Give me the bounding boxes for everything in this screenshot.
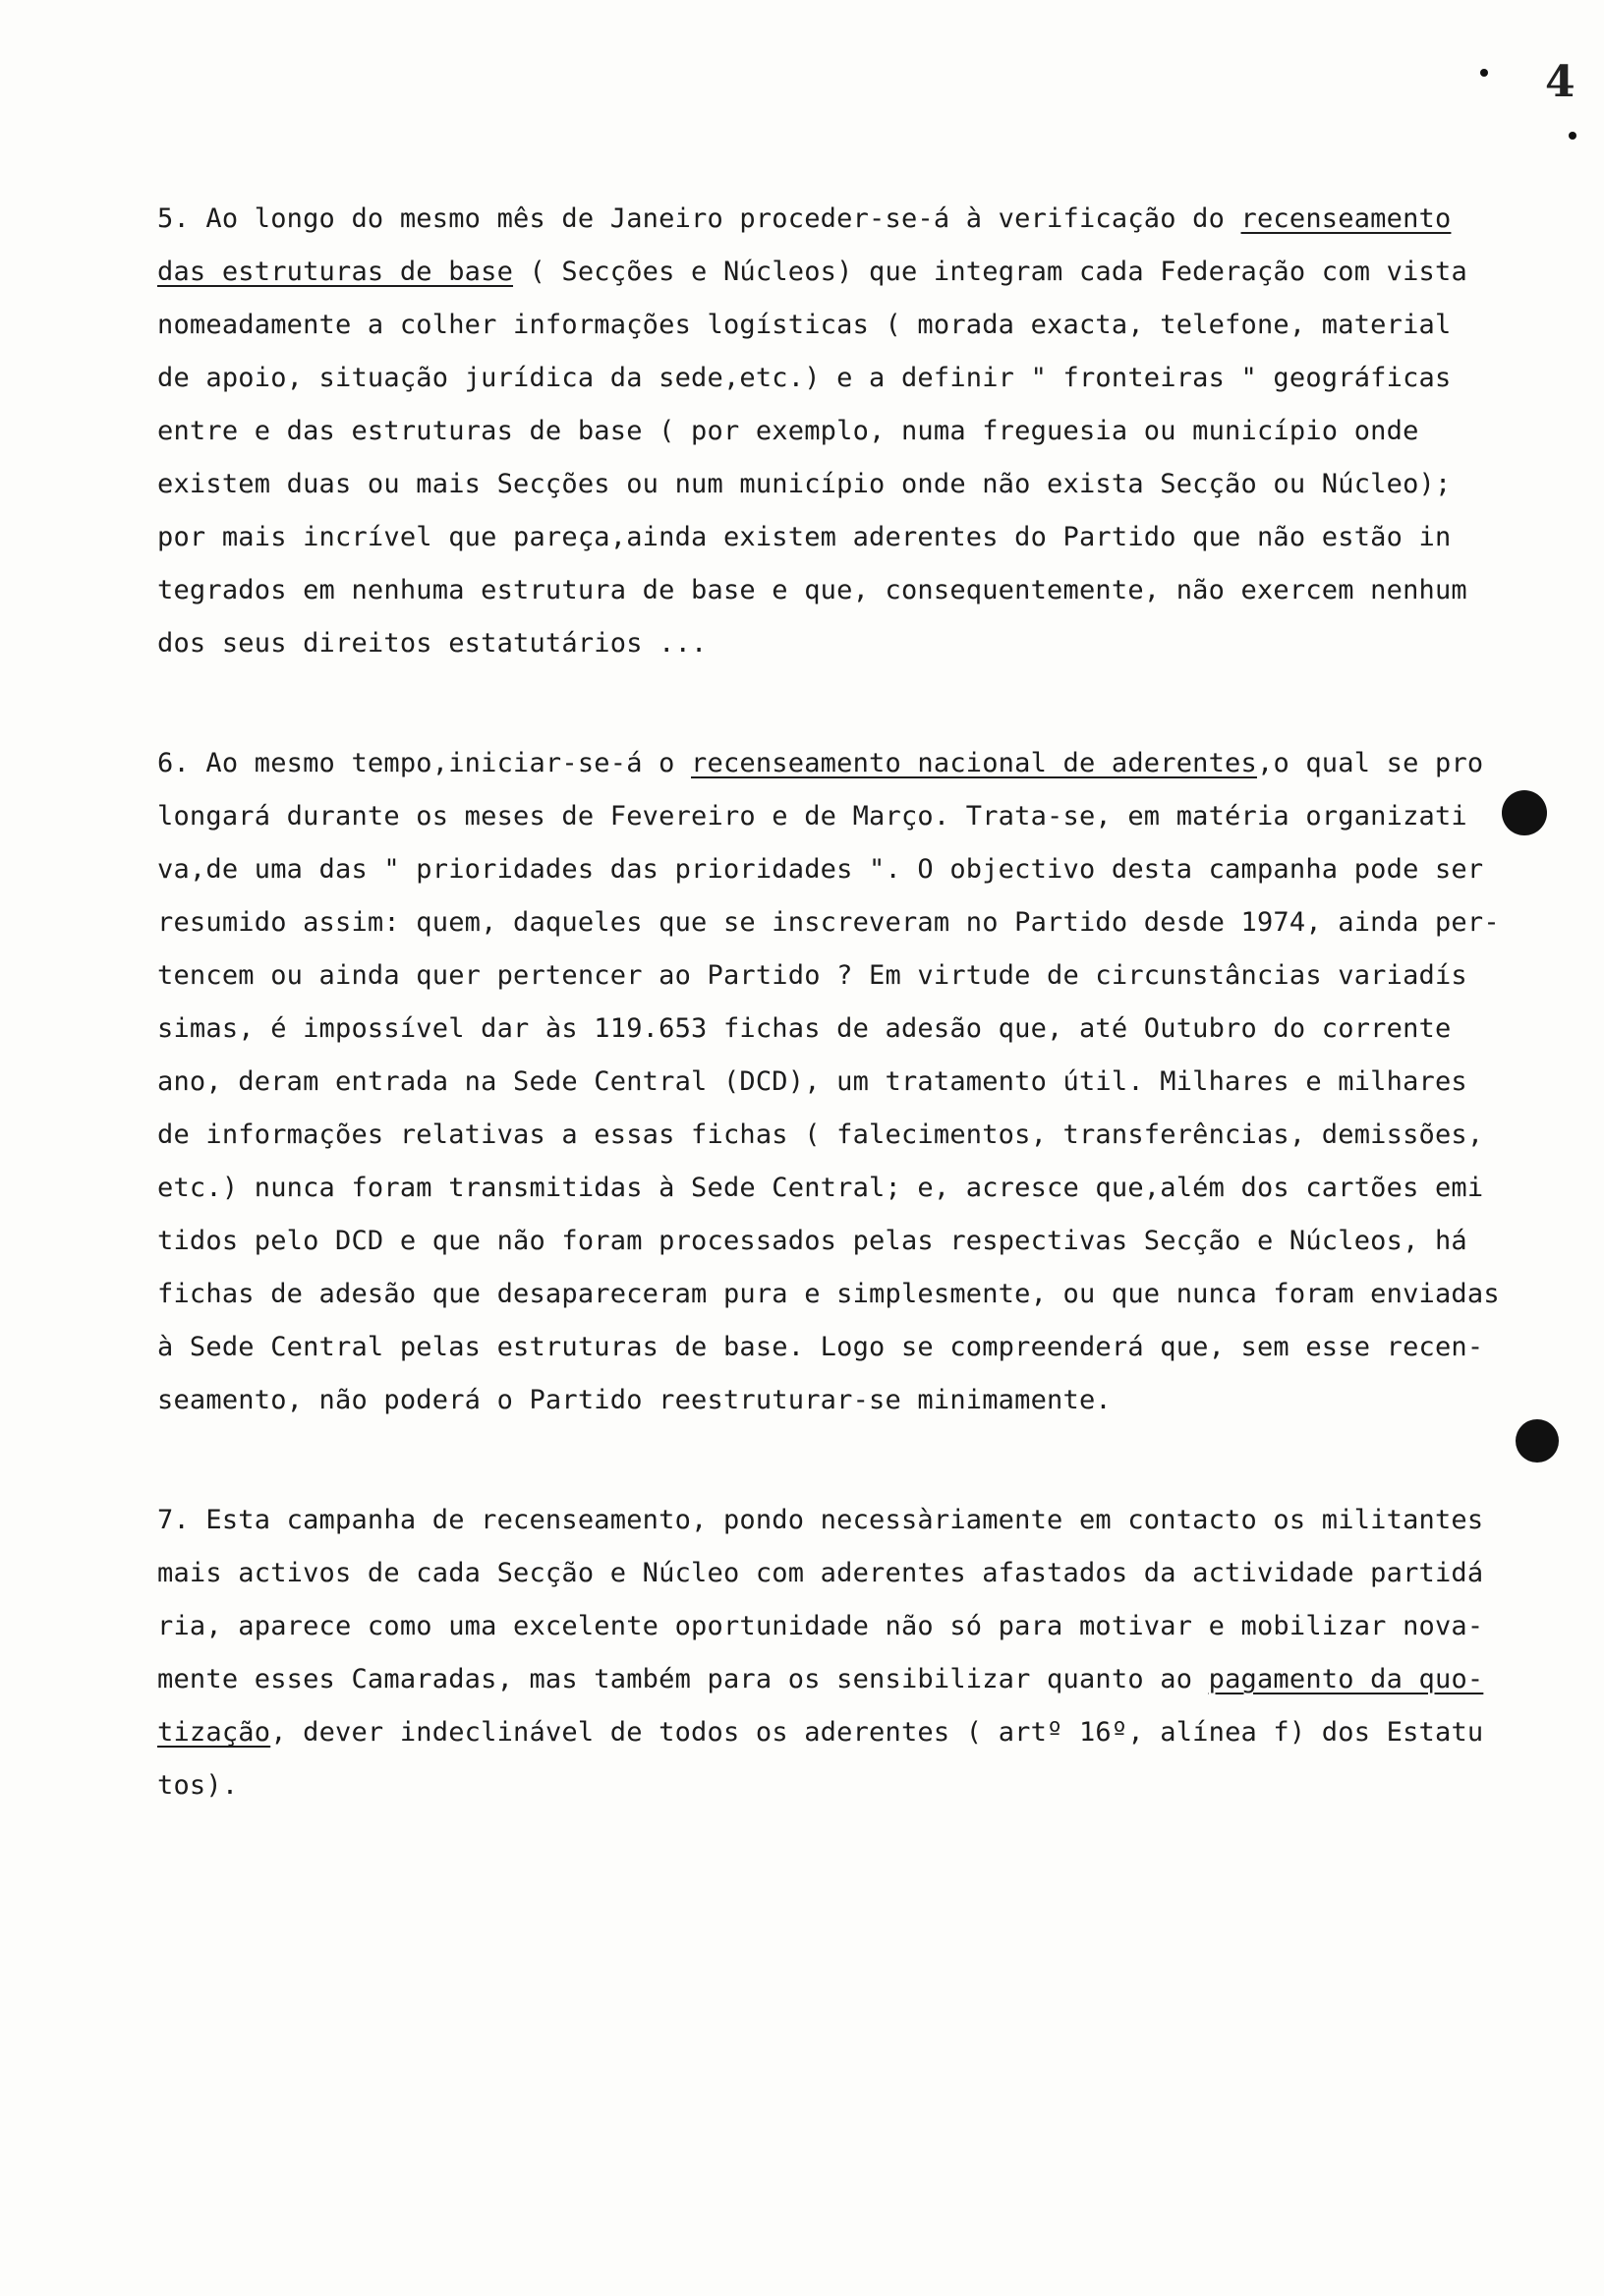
text-segment: entre e das estruturas de base ( por exemplo, numa freguesia ou município onde <box>157 416 1419 446</box>
text-segment: seamento, não poderá o Partido reestruturar-se minimamente. <box>157 1385 1112 1415</box>
text-line <box>157 1494 1514 1547</box>
text-line <box>157 246 1514 299</box>
text-line <box>157 1215 1514 1268</box>
text-line <box>157 737 1514 790</box>
text-line <box>157 1653 1514 1706</box>
text-segment: existem duas ou mais Secções ou num município onde não exista Secção ou Núcleo); <box>157 469 1452 499</box>
text-line <box>157 1109 1514 1162</box>
text-segment: simas, é impossível dar às 119.653 fichas de adesão que, até Outubro do corrente <box>157 1013 1452 1044</box>
text-segment: 6. Ao mesmo tempo,iniciar-se-á o <box>157 748 692 778</box>
text-segment: mais activos de cada Secção e Núcleo com aderentes afastados da actividade partidá <box>157 1558 1484 1588</box>
ink-dot <box>1569 132 1576 140</box>
text-segment: nomeadamente a colher informações logísticas ( morada exacta, telefone, material <box>157 310 1452 340</box>
paragraph-p7 <box>157 1494 1514 1812</box>
document-body <box>157 193 1514 1879</box>
text-segment: mente esses Camaradas, mas também para os sensibilizar quanto ao <box>157 1664 1209 1694</box>
text-segment: ano, deram entrada na Sede Central (DCD), um tratamento útil. Milhares e milhares <box>157 1066 1467 1097</box>
underlined-text: recenseamento <box>1240 203 1452 234</box>
text-line <box>157 1547 1514 1600</box>
underlined-text: das estruturas de base <box>157 257 514 287</box>
underlined-text: tização <box>157 1717 271 1748</box>
text-segment: etc.) nunca foram transmitidas à Sede Central; e, acresce que,além dos cartões emi <box>157 1173 1484 1203</box>
text-segment: tidos pelo DCD e que não foram processados pelas respectivas Secção e Núcleos, há <box>157 1226 1467 1256</box>
text-line <box>157 1268 1514 1321</box>
text-line <box>157 405 1514 458</box>
punch-hole-mark <box>1516 1419 1559 1463</box>
text-line <box>157 1759 1514 1812</box>
text-segment: ria, aparece como uma excelente oportunidade não só para motivar e mobilizar nova- <box>157 1611 1484 1641</box>
text-segment: por mais incrível que pareça,ainda existem aderentes do Partido que não estão in <box>157 522 1452 552</box>
text-segment: tegrados em nenhuma estrutura de base e que, consequentemente, não exercem nenhum <box>157 575 1467 605</box>
text-segment: resumido assim: quem, daqueles que se inscreveram no Partido desde 1974, ainda per- <box>157 907 1500 938</box>
text-line <box>157 1600 1514 1653</box>
text-line <box>157 843 1514 896</box>
ink-dot <box>1480 69 1488 77</box>
text-line <box>157 1056 1514 1109</box>
text-line <box>157 458 1514 511</box>
text-line <box>157 896 1514 949</box>
text-line <box>157 1706 1514 1759</box>
text-line <box>157 1321 1514 1374</box>
underlined-text: pagamento da quo- <box>1208 1664 1484 1694</box>
text-line <box>157 564 1514 617</box>
text-segment: fichas de adesão que desapareceram pura e simplesmente, ou que nunca foram enviadas <box>157 1279 1500 1309</box>
paragraph-p6 <box>157 737 1514 1427</box>
text-segment: 5. Ao longo do mesmo mês de Janeiro proceder-se-á à verificação do <box>157 203 1241 234</box>
text-segment: dos seus direitos estatutários ... <box>157 628 708 659</box>
text-segment: longará durante os meses de Fevereiro e de Março. Trata-se, em matéria organizati <box>157 801 1467 832</box>
page-number: 4 <box>1545 57 1575 107</box>
text-segment: tos). <box>157 1770 239 1801</box>
text-line <box>157 949 1514 1003</box>
text-segment: , dever indeclinável de todos os aderentes ( artº 16º, alínea f) dos Estatu <box>270 1717 1484 1748</box>
text-line <box>157 1162 1514 1215</box>
text-segment: va,de uma das " prioridades das prioridades ". O objectivo desta campanha pode ser <box>157 854 1484 885</box>
text-segment: ( Secções e Núcleos) que integram cada Federação com vista <box>513 257 1467 287</box>
text-segment: tencem ou ainda quer pertencer ao Partido ? Em virtude de circunstâncias variadís <box>157 960 1467 991</box>
text-line <box>157 193 1514 246</box>
text-segment: ,o qual se pro <box>1256 748 1484 778</box>
text-line <box>157 1003 1514 1056</box>
text-line <box>157 1374 1514 1427</box>
text-segment: à Sede Central pelas estruturas de base. Logo se compreenderá que, sem esse recen- <box>157 1332 1484 1362</box>
text-segment: 7. Esta campanha de recenseamento, pondo necessàriamente em contacto os militantes <box>157 1505 1484 1535</box>
text-line <box>157 790 1514 843</box>
text-line <box>157 352 1514 405</box>
text-line <box>157 511 1514 564</box>
text-segment: de informações relativas a essas fichas ( falecimentos, transferências, demissões, <box>157 1119 1484 1150</box>
underlined-text: recenseamento nacional de aderentes <box>691 748 1257 778</box>
paragraph-p5 <box>157 193 1514 670</box>
text-line <box>157 617 1514 670</box>
text-segment: de apoio, situação jurídica da sede,etc.) e a definir " fronteiras " geográficas <box>157 363 1452 393</box>
text-line <box>157 299 1514 352</box>
